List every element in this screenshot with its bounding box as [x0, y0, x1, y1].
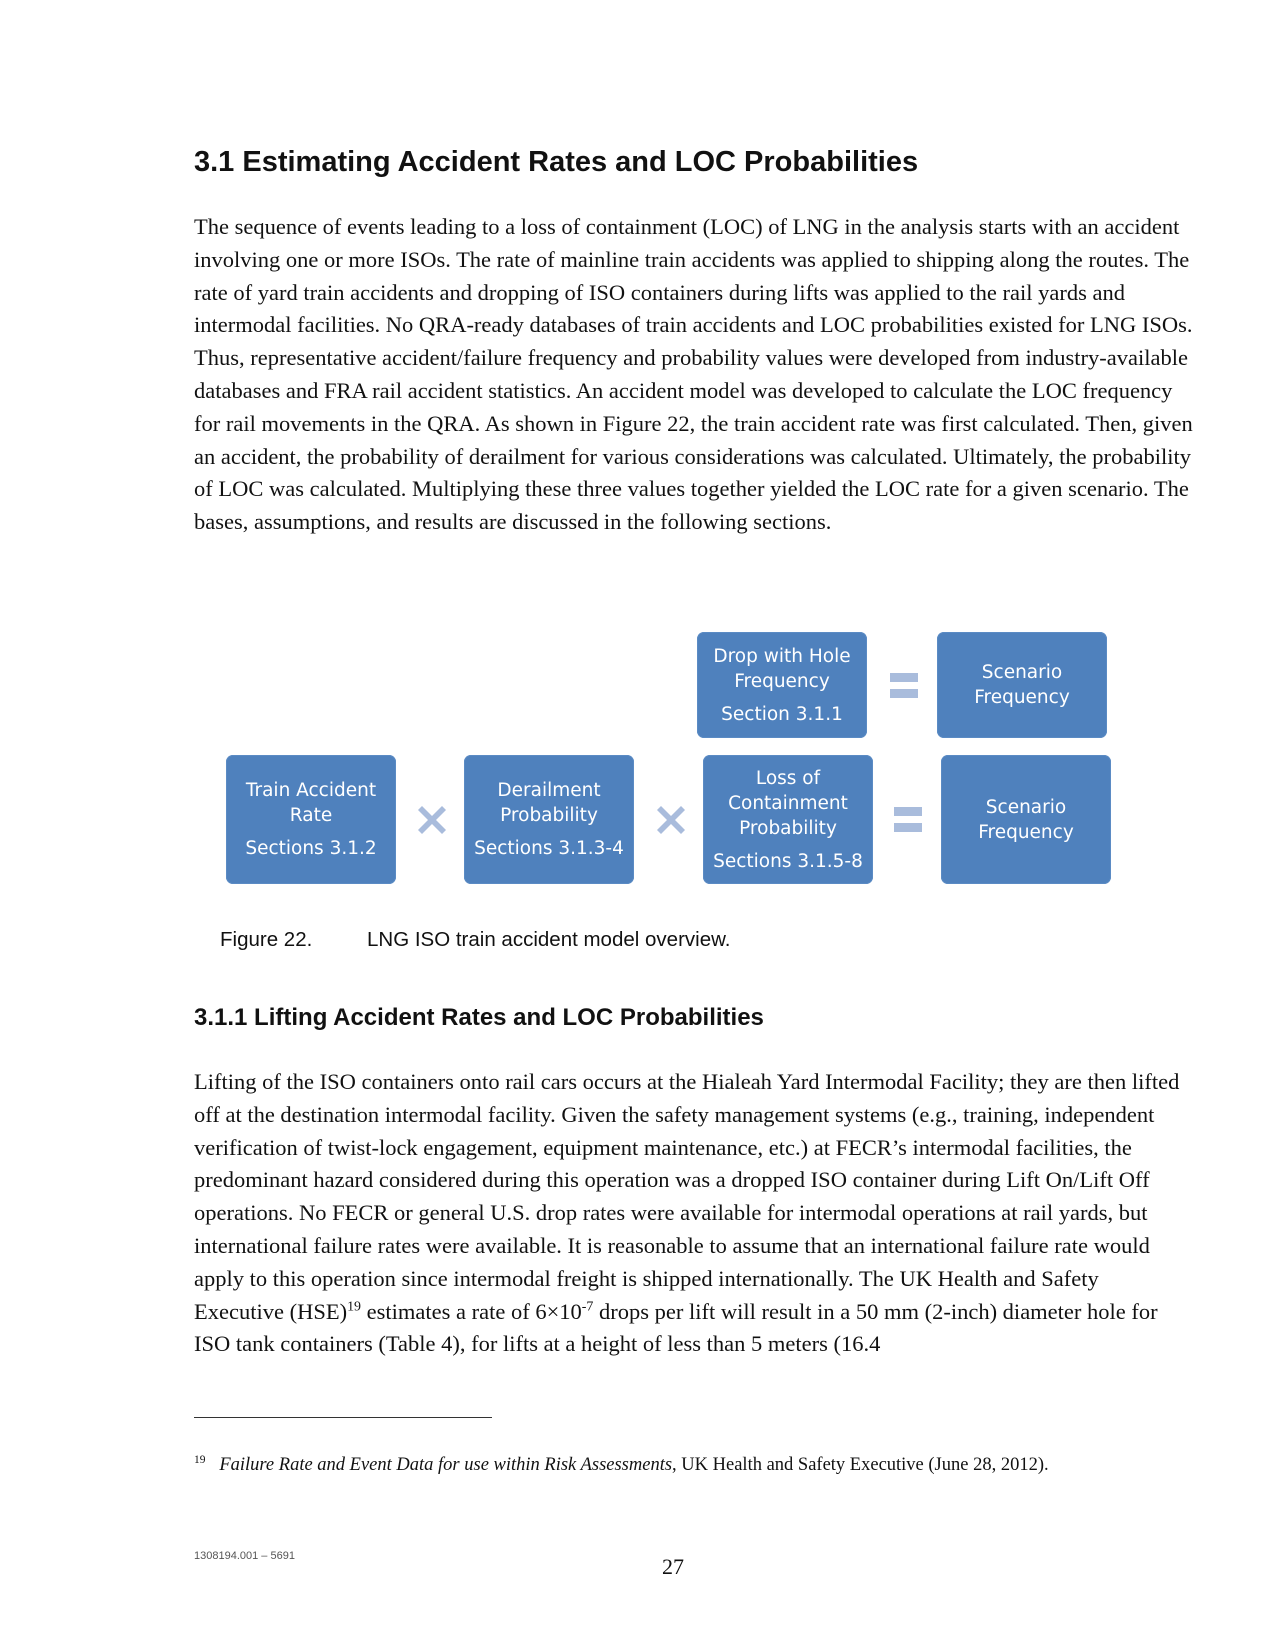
- footnote-divider: [194, 1417, 492, 1418]
- scenario-frequency-box-bottom: [941, 755, 1111, 884]
- train-accident-rate-box: [226, 755, 396, 884]
- loss-of-containment-section: Sections 3.1.5-8: [713, 850, 863, 872]
- multiply-icon: [657, 806, 685, 834]
- subsection-title: 3.1.1 Lifting Accident Rates and LOC Probabilities: [194, 1004, 764, 1031]
- lifting-paragraph: [194, 1066, 1194, 1361]
- derailment-probability-box: [464, 755, 634, 884]
- drop-with-hole-section: Section 3.1.1: [721, 703, 843, 725]
- loss-of-containment-title: Loss of Containment Probability: [728, 767, 848, 839]
- section-title: 3.1 Estimating Accident Rates and LOC Probabilities: [194, 146, 919, 178]
- footnote-ref[interactable]: 19: [347, 1299, 362, 1315]
- lifting-text-c: drops per lift will result in a 50 mm (2-inch) diameter hole for ISO tank containers (Table 4), for lifts at a height of less than 5 meters (16.4: [194, 1298, 1158, 1357]
- lifting-text-b: estimates a rate of 6×10: [361, 1298, 582, 1324]
- scenario-frequency-label-bottom: Scenario Frequency: [978, 796, 1074, 843]
- loss-of-containment-box: [703, 755, 873, 884]
- equals-icon: [890, 670, 918, 702]
- lifting-text-a: Lifting of the ISO containers onto rail cars occurs at the Hialeah Yard Intermodal Facility; they are then lifted off at the destination intermodal facility. Given the safety management systems (e.g., training, independent verification of twist-lock engagement, equipment maintenance, etc.) at FECR’s intermodal facilities, the predominant hazard considered during this operation was a dropped ISO container during Lift On/Lift Off operations. No FECR or general U.S. drop rates were available for intermodal operations at rail yards, but international failure rates were available. It is reasonable to assume that an international failure rate would apply to this operation since intermodal freight is shipped internationally. The UK Health and Safety Executive (HSE): [194, 1069, 1180, 1324]
- intro-paragraph: The sequence of events leading to a loss of containment (LOC) of LNG in the analysis starts with an accident involving one or more ISOs. The rate of mainline train accidents was applied to shipping along the routes. The rate of yard train accidents and dropping of ISO containers during lifts was applied to the rail yards and intermodal facilities. No QRA-ready databases of train accidents and LOC probabilities existed for LNG ISOs. Thus, representative accident/failure frequency and probability values were developed from industry-available databases and FRA rail accident statistics. An accident model was developed to calculate the LOC frequency for rail movements in the QRA. As shown in Figure 22, the train accident rate was first calculated. Then, given an accident, the probability of derailment for various considerations was calculated. Ultimately, the probability of LOC was calculated. Multiplying these three values together yielded the LOC rate for a given scenario. The bases, assumptions, and results are discussed in the following sections.: [194, 214, 1193, 535]
- drop-with-hole-box: [697, 632, 867, 738]
- footnote: [194, 1455, 1049, 1476]
- derailment-probability-title: Derailment Probability: [497, 780, 601, 826]
- page-number: 27: [662, 1554, 684, 1579]
- footnote-title: Failure Rate and Event Data for use within Risk Assessments: [219, 1455, 673, 1475]
- footnote-number: 19: [194, 1453, 206, 1466]
- footnote-rest: , UK Health and Safety Executive (June 28, 2012).: [672, 1455, 1049, 1475]
- document-id: 1308194.001 – 5691: [194, 1550, 295, 1562]
- train-accident-rate-title: Train Accident Rate: [245, 780, 377, 826]
- scenario-frequency-label-top: Scenario Frequency: [974, 662, 1070, 708]
- drop-with-hole-title: Drop with Hole Frequency: [713, 645, 851, 692]
- derailment-probability-section: Sections 3.1.3-4: [474, 838, 624, 859]
- train-accident-rate-section: Sections 3.1.2: [245, 838, 377, 859]
- scenario-frequency-box-top: [937, 632, 1107, 738]
- exponent: -7: [581, 1299, 594, 1315]
- figure-caption: LNG ISO train accident model overview.: [367, 928, 731, 951]
- figure-label: Figure 22.: [220, 928, 313, 951]
- multiply-icon: [418, 806, 446, 834]
- equals-icon: [894, 804, 922, 836]
